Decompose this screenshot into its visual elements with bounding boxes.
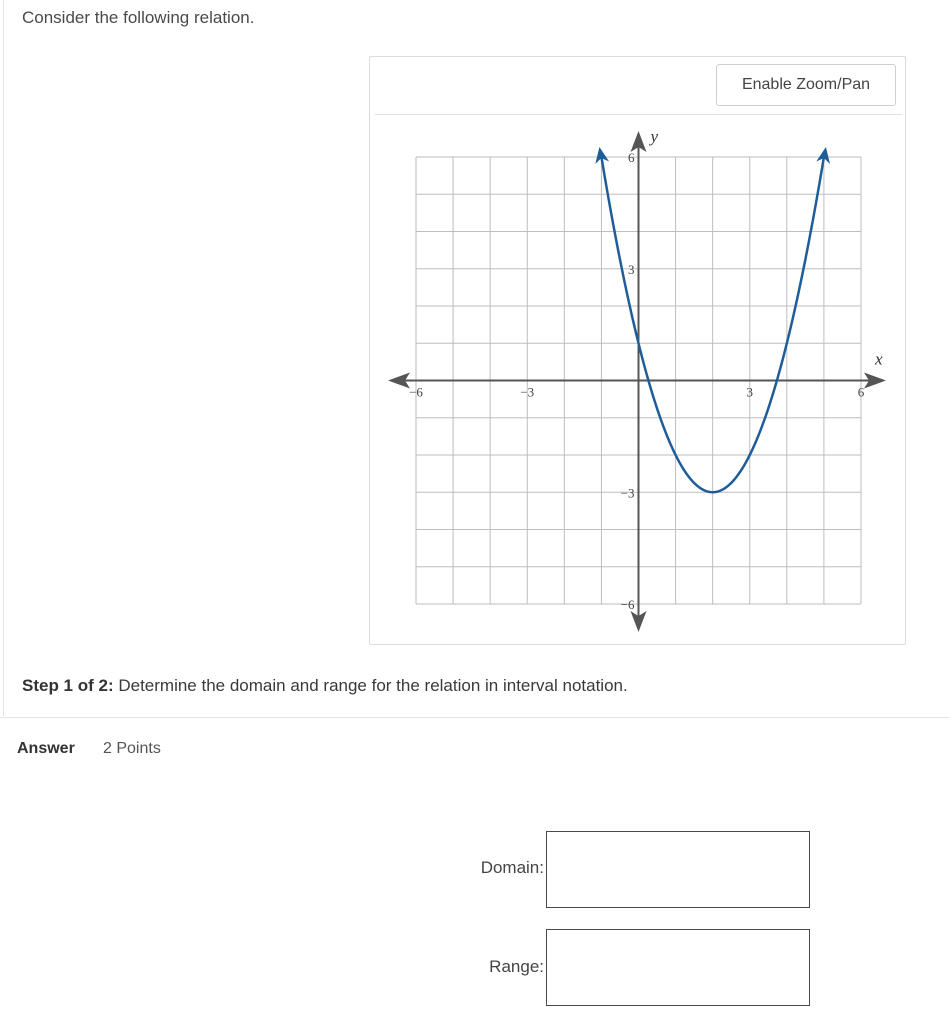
- y-axis-label: y: [650, 127, 659, 146]
- x-tick-label: −6: [409, 384, 423, 400]
- points-value: 2 Points: [103, 740, 161, 757]
- x-tick-label: −3: [520, 384, 535, 400]
- answer-section-divider: [0, 717, 949, 718]
- left-border: [3, 0, 4, 716]
- graph-axes: [388, 127, 886, 632]
- x-tick-label: 3: [746, 384, 753, 400]
- range-label: Range:: [489, 957, 544, 976]
- step-instructions: [22, 676, 628, 696]
- y-tick-label: 3: [628, 261, 635, 277]
- graph-toolbar-divider: [375, 114, 902, 115]
- y-tick-label: −6: [620, 597, 635, 612]
- step-description: Determine the domain and range for the relation in interval notation.: [113, 676, 628, 695]
- x-tick-label: 6: [857, 384, 865, 400]
- relation-graph: [380, 125, 900, 635]
- step-label: Step 1 of 2:: [22, 676, 114, 695]
- x-axis-label: x: [875, 349, 883, 369]
- answer-title: Answer: [17, 740, 75, 757]
- range-input[interactable]: [546, 929, 810, 1006]
- domain-label: Domain:: [480, 858, 544, 877]
- y-tick-label: 6: [628, 150, 635, 165]
- domain-input[interactable]: [546, 831, 810, 908]
- enable-zoom-pan-button[interactable]: Enable Zoom/Pan: [716, 64, 896, 106]
- question-prompt: Consider the following relation.: [22, 8, 255, 27]
- y-tick-label: −3: [620, 485, 635, 501]
